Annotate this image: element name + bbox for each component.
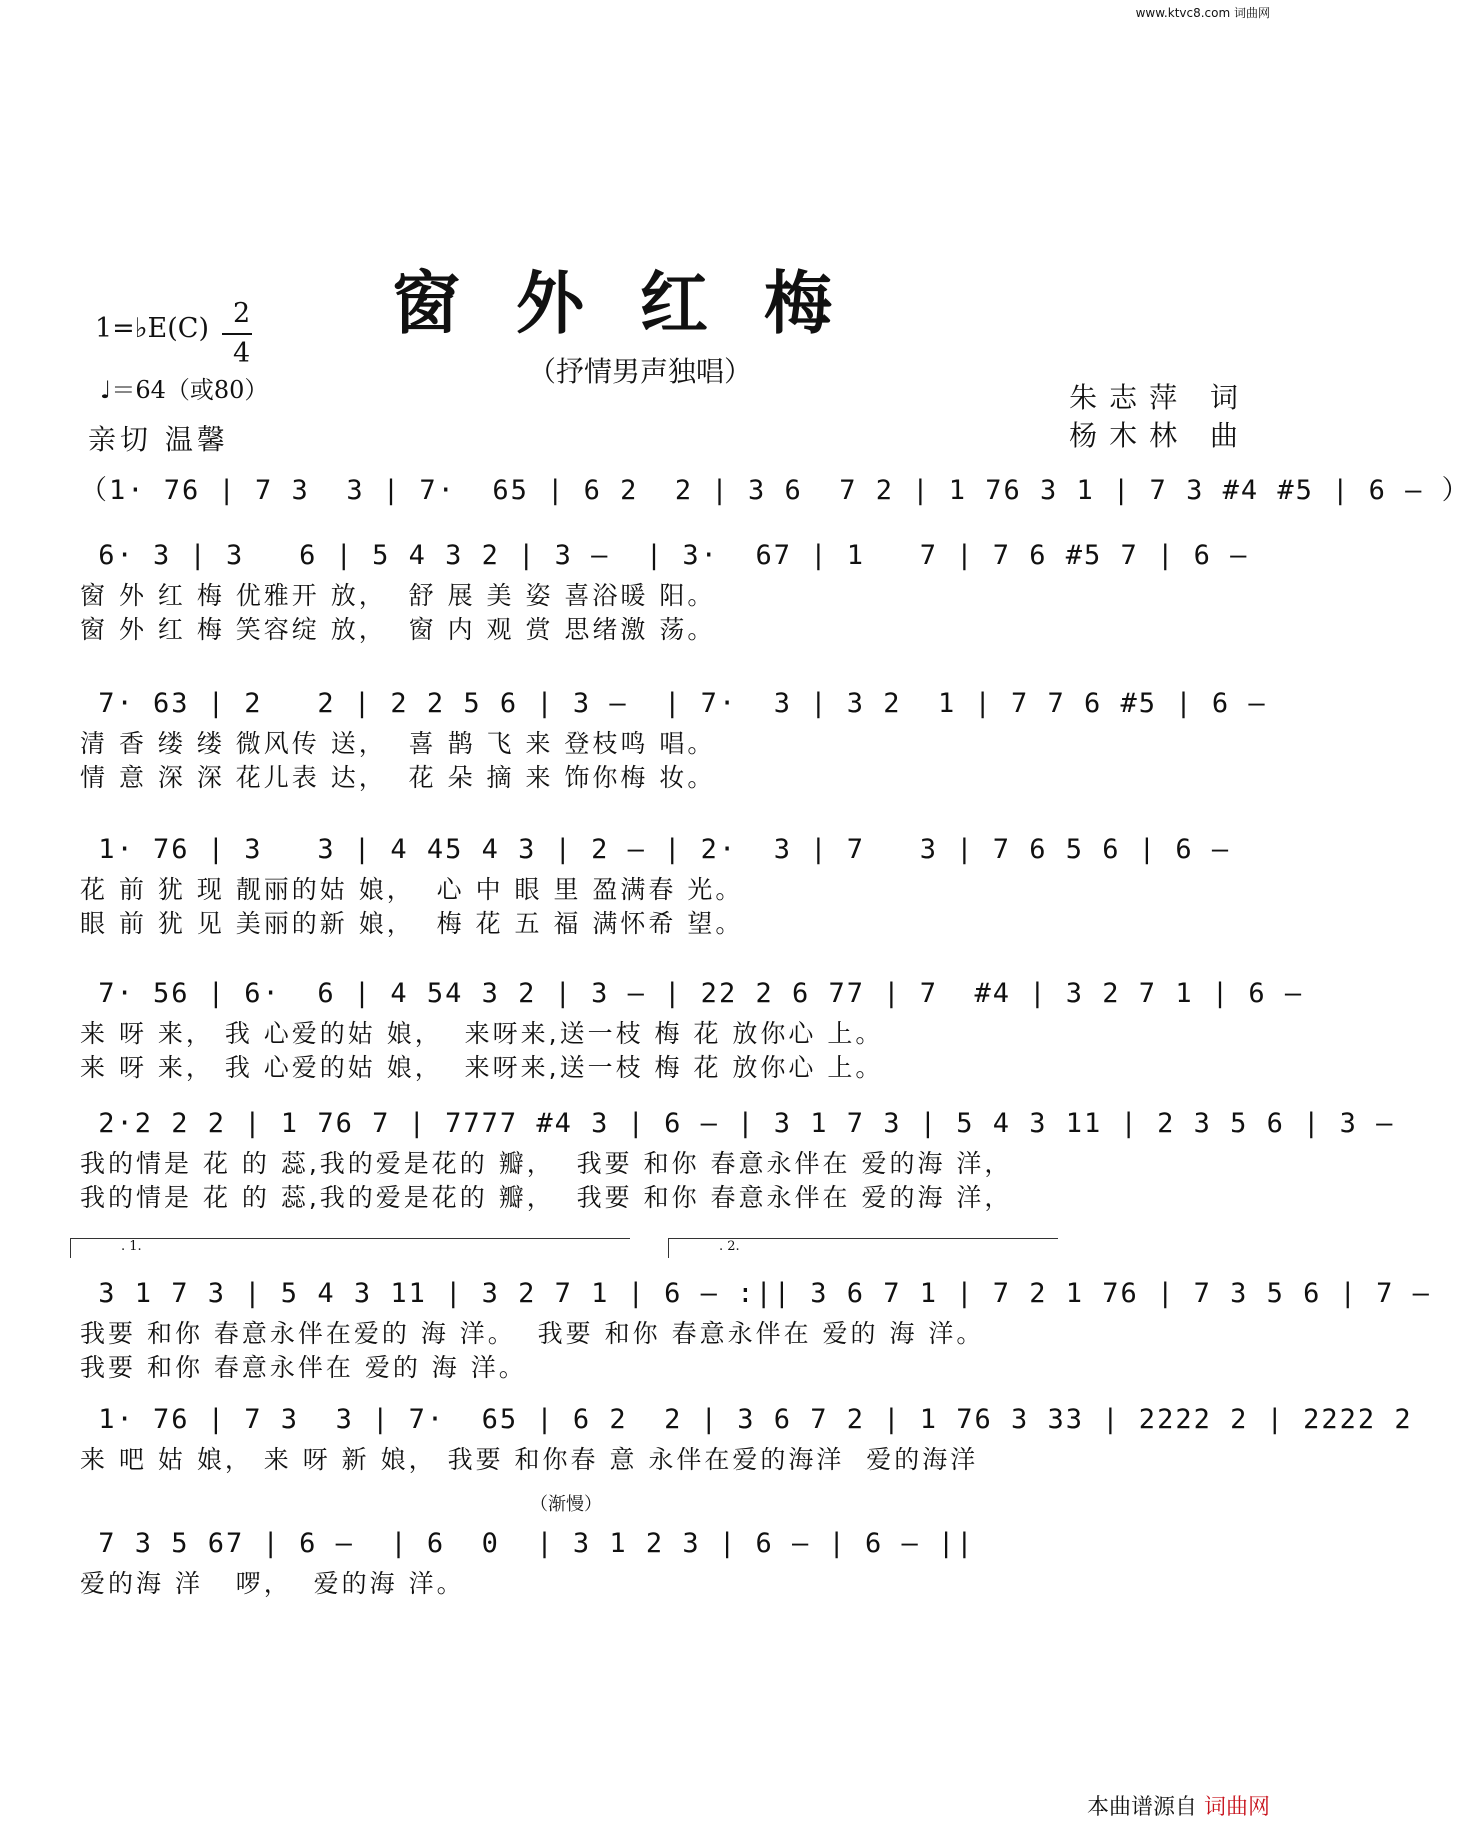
- lyric-line: 爱的海 洋 啰， 爱的海 洋。: [80, 1569, 465, 1598]
- lyric-verse-1: 我的情是 花 的 蕊,我的爱是花的 瓣， 我要 和你 春意永伴在 爱的海 洋，: [80, 1149, 1013, 1178]
- lyricist-credit: 朱志萍 词: [1069, 381, 1250, 414]
- lyric-verse-1: 我要 和你 春意永伴在爱的 海 洋。 我要 和你 春意永伴在 爱的 海 洋。: [80, 1319, 985, 1348]
- notation-line: 3 1 7 3 | 5 4 3 11 | 3 2 7 1 | 6 — :|| 3 6 7 1 | 7 2 1 76 | 7 3 5 6 | 7 —: [80, 1278, 1431, 1309]
- score-system-intro: [80, 468, 1471, 506]
- notation-line: 2·2 2 2 | 1 76 7 | 7777 #4 3 | 6 — | 3 1 7 3 | 5 4 3 11 | 2 3 5 6 | 3 —: [80, 1108, 1395, 1139]
- lyric-verse-1: 清 香 缕 缕 微风传 送， 喜 鹊 飞 来 登枝鸣 唱。: [80, 729, 716, 758]
- time-signature-top: 2: [233, 298, 251, 329]
- score-system-8: [80, 1528, 1260, 1598]
- score-system-2: [80, 688, 1267, 792]
- lyric-verse-1: 来 呀 来， 我 心爱的姑 娘， 来呀来,送一枝 梅 花 放你心 上。: [80, 1019, 884, 1048]
- site-url: www.ktvc8.com 词曲网: [1135, 6, 1270, 20]
- composer-credit: 杨木林 曲: [1069, 419, 1250, 452]
- key-signature: 1=♭E(C): [95, 313, 209, 344]
- song-subtitle: （抒情男声独唱）: [527, 355, 752, 388]
- tempo-marking: ♩＝64（或80）: [100, 376, 269, 404]
- lyric-line: 来 吧 姑 娘， 来 呀 新 娘， 我要 和你春 意 永伴在爱的海洋 爱的海洋: [80, 1445, 979, 1474]
- second-ending-bracket: . 2.: [668, 1238, 1058, 1258]
- score-system-4: [80, 978, 1304, 1082]
- song-title: 窗外红梅: [391, 264, 888, 344]
- notation-line: （1· 76 | 7 3 3 | 7· 65 | 6 2 2 | 3 6 7 2 | 1 76 3 1 | 7 3 #4 #5 | 6 — ）: [80, 475, 1471, 506]
- score-system-7: [80, 1404, 1413, 1474]
- lyric-verse-1: 花 前 犹 现 靓丽的姑 娘， 心 中 眼 里 盈满春 光。: [80, 875, 744, 904]
- score-system-6: [80, 1278, 1431, 1382]
- mood-marking: 亲切 温馨: [88, 423, 229, 456]
- footer-prefix: 本曲谱源自: [1086, 1795, 1197, 1820]
- notation-line: 1· 76 | 3 3 | 4 45 4 3 | 2 — | 2· 3 | 7 3 | 7 6 5 6 | 6 —: [80, 834, 1231, 865]
- lyric-verse-2: 窗 外 红 梅 笑容绽 放， 窗 内 观 赏 思绪激 荡。: [80, 615, 716, 644]
- ritardando-marking: （渐慢）: [530, 1494, 602, 1515]
- time-signature-line: [222, 333, 252, 335]
- notation-line: 7· 63 | 2 2 | 2 2 5 6 | 3 — | 7· 3 | 3 2 1 | 7 7 6 #5 | 6 —: [80, 688, 1267, 719]
- lyric-verse-2: 眼 前 犹 见 美丽的新 娘， 梅 花 五 福 满怀希 望。: [80, 909, 744, 938]
- score-system-5: [80, 1108, 1395, 1212]
- source-footer: [1087, 1790, 1270, 1821]
- notation-line: 1· 76 | 7 3 3 | 7· 65 | 6 2 2 | 3 6 7 2 | 1 76 3 33 | 2222 2 | 2222 2: [80, 1404, 1413, 1435]
- time-signature-bottom: 4: [233, 338, 251, 369]
- first-ending-bracket: . 1.: [70, 1238, 630, 1258]
- score-system-3: [80, 834, 1260, 938]
- footer-brand-link[interactable]: 词曲网: [1203, 1795, 1270, 1820]
- lyric-verse-2: 我要 和你 春意永伴在 爱的 海 洋。: [80, 1353, 527, 1382]
- score-system-1: [80, 540, 1260, 644]
- lyric-verse-1: 窗 外 红 梅 优雅开 放， 舒 展 美 姿 喜浴暖 阳。: [80, 581, 716, 610]
- notation-line: 7· 56 | 6· 6 | 4 54 3 2 | 3 — | 22 2 6 77 | 7 #4 | 3 2 7 1 | 6 —: [80, 978, 1304, 1009]
- lyric-verse-2: 来 呀 来， 我 心爱的姑 娘， 来呀来,送一枝 梅 花 放你心 上。: [80, 1053, 884, 1082]
- notation-line: 7 3 5 67 | 6 — | 6 0 | 3 1 2 3 | 6 — | 6 — ||: [80, 1528, 975, 1559]
- lyric-verse-2: 情 意 深 深 花儿表 达， 花 朵 摘 来 饰你梅 妆。: [80, 763, 716, 792]
- lyric-verse-2: 我的情是 花 的 蕊,我的爱是花的 瓣， 我要 和你 春意永伴在 爱的海 洋，: [80, 1183, 1013, 1212]
- notation-line: 6· 3 | 3 6 | 5 4 3 2 | 3 — | 3· 67 | 1 7 | 7 6 #5 7 | 6 —: [80, 540, 1249, 571]
